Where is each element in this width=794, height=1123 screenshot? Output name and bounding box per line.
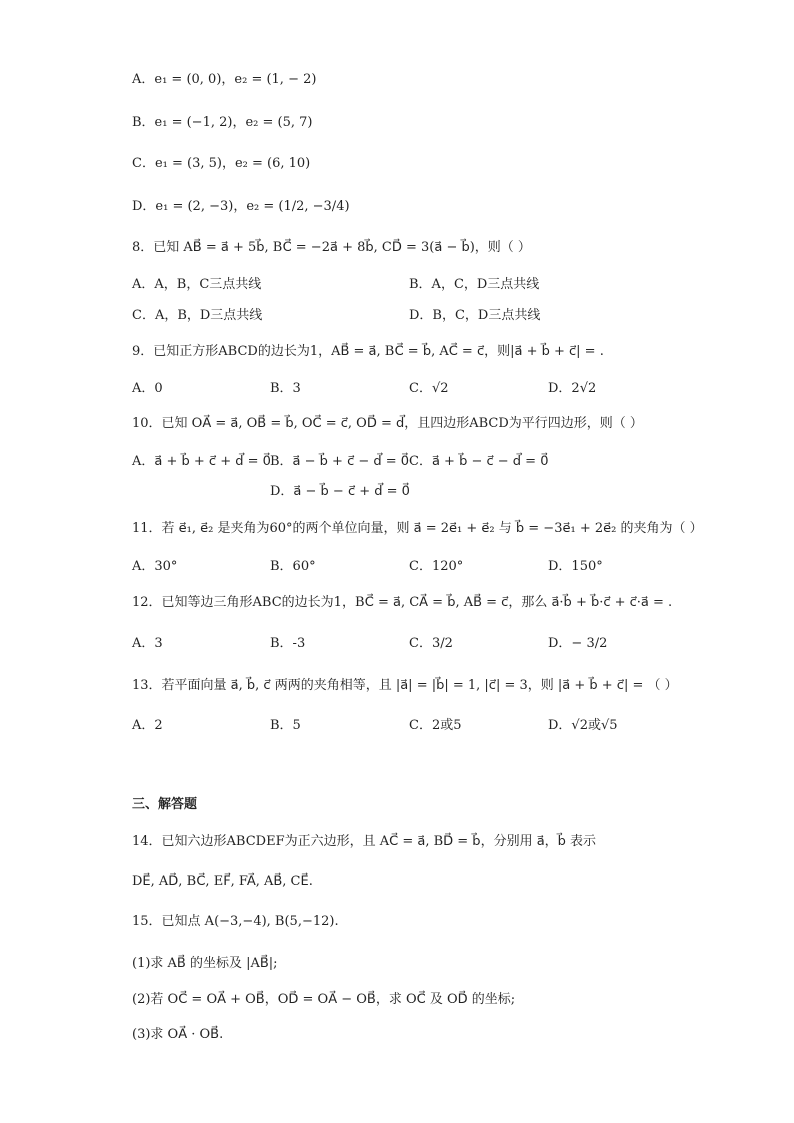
q12-option-a: A．3: [132, 636, 163, 651]
q9-stem: 9．已知正方形ABCD的边长为1，AB⃗ = a⃗, BC⃗ = b⃗, AC⃗ = c⃗，则|a⃗ + b⃗ + c⃗| = .: [132, 344, 604, 359]
q11-option-b: B．60°: [270, 559, 316, 574]
q15-part3: (3)求 OA⃗ · OB⃗.: [132, 1027, 224, 1042]
q9-option-a: A．0: [132, 381, 163, 396]
q13-stem: 13．若平面向量 a⃗, b⃗, c⃗ 两两的夹角相等，且 |a⃗| = |b⃗| = 1, |c⃗| = 3，则 |a⃗ + b⃗ + c⃗| = （ ）: [132, 678, 678, 693]
q11-option-d: D．150°: [548, 559, 603, 574]
q12-option-c: C．3/2: [409, 636, 453, 651]
q11-stem: 11．若 e⃗₁, e⃗₂ 是夹角为60°的两个单位向量，则 a⃗ = 2e⃗₁ + e⃗₂ 与 b⃗ = −3e⃗₁ + 2e⃗₂ 的夹角为（ ）: [132, 521, 703, 536]
q15-part2: (2)若 OC⃗ = OA⃗ + OB⃗，OD⃗ = OA⃗ − OB⃗，求 OC⃗ 及 OD⃗ 的坐标;: [132, 992, 516, 1007]
q12-option-d: D．− 3/2: [548, 636, 608, 651]
q10-option-d: D．a⃗ − b⃗ − c⃗ + d⃗ = 0⃗: [270, 484, 410, 499]
q14-line1: 14．已知六边形ABCDEF为正六边形，且 AC⃗ = a⃗, BD⃗ = b⃗，分别用 a⃗，b⃗ 表示: [132, 834, 597, 849]
q7-option-d: D．e₁ = (2, −3)，e₂ = (1/2, −3/4): [132, 199, 350, 214]
q7-option-a: A．e₁ = (0, 0)，e₂ = (1, − 2): [132, 72, 317, 87]
q13-option-d: D．√2或√5: [548, 718, 618, 733]
section-title: 三、解答题: [132, 797, 198, 812]
q15-part1: (1)求 AB⃗ 的坐标及 |AB⃗|;: [132, 956, 278, 971]
q10-option-b: B．a⃗ − b⃗ + c⃗ − d⃗ = 0⃗: [270, 454, 410, 469]
q9-option-c: C．√2: [409, 381, 449, 396]
q7-option-b: B．e₁ = (−1, 2)，e₂ = (5, 7): [132, 115, 313, 130]
q7-option-c: C．e₁ = (3, 5)，e₂ = (6, 10): [132, 156, 311, 171]
q11-option-a: A．30°: [132, 559, 178, 574]
q8-option-d: D．B，C，D三点共线: [409, 308, 541, 323]
q13-option-a: A．2: [132, 718, 163, 733]
q15-stem: 15．已知点 A(−3,−4), B(5,−12).: [132, 914, 339, 929]
q12-stem: 12．已知等边三角形ABC的边长为1，BC⃗ = a⃗, CA⃗ = b⃗, AB⃗ = c⃗，那么 a⃗·b⃗ + b⃗·c⃗ + c⃗·a⃗ = .: [132, 595, 673, 610]
q12-option-b: B．-3: [270, 636, 306, 651]
q11-option-c: C．120°: [409, 559, 464, 574]
q8-option-c: C．A，B，D三点共线: [132, 308, 263, 323]
q8-option-a: A．A，B，C三点共线: [132, 277, 262, 292]
q8-option-b: B．A，C，D三点共线: [409, 277, 540, 292]
q10-option-c: C．a⃗ + b⃗ − c⃗ − d⃗ = 0⃗: [409, 454, 549, 469]
q9-option-b: B．3: [270, 381, 301, 396]
q13-option-c: C．2或5: [409, 718, 462, 733]
q8-stem: 8．已知 AB⃗ = a⃗ + 5b⃗, BC⃗ = −2a⃗ + 8b⃗, CD⃗ = 3(a⃗ − b⃗)，则（ ）: [132, 240, 531, 255]
q10-stem: 10．已知 OA⃗ = a⃗, OB⃗ = b⃗, OC⃗ = c⃗, OD⃗ = d⃗，且四边形ABCD为平行四边形，则（ ）: [132, 416, 643, 431]
q9-option-d: D．2√2: [548, 381, 597, 396]
q10-option-a: A．a⃗ + b⃗ + c⃗ + d⃗ = 0⃗: [132, 454, 271, 469]
q14-line2: DE⃗, AD⃗, BC⃗, EF⃗, FA⃗, AB⃗, CE⃗.: [132, 874, 313, 889]
q13-option-b: B．5: [270, 718, 301, 733]
